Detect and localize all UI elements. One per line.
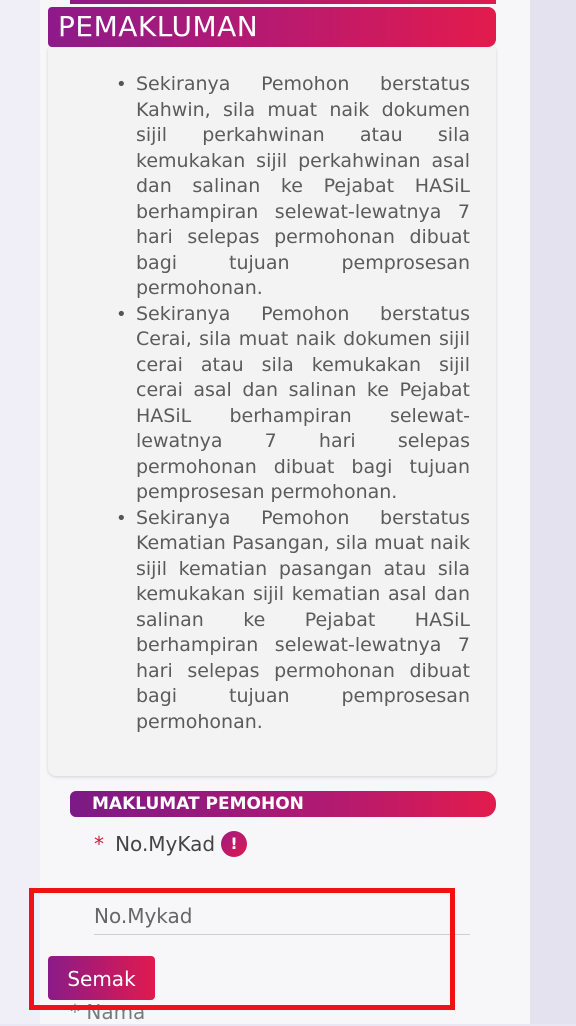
background-right — [530, 0, 576, 1024]
notice-item-divorced — [116, 302, 470, 506]
previous-section-bar — [70, 0, 496, 4]
notice-list — [116, 72, 470, 735]
notice-text: Sekiranya Pemohon berstatus Kahwin, sila muat naik dokumen sijil perkahwinan atau sila kemukakan sijil perkahwinan asal dan salinan ke Pejabat HASiL berhampiran selewat-lewatnya 7 hari selepas permohonan dibuat bagi tujuan pemprosesan permohonan. — [136, 73, 470, 299]
notice-title: PEMAKLUMAN — [48, 7, 496, 47]
applicant-section-title: MAKLUMAT PEMOHON — [70, 791, 496, 817]
required-marker: * — [94, 832, 104, 856]
background-left — [0, 0, 40, 1024]
notice-text: Sekiranya Pemohon berstatus Cerai, sila muat naik dokumen sijil cerai atau sila kemukakan sijil cerai asal dan salinan ke Pejabat HASiL berhampiran selewat-lewatnya 7 hari selepas permohonan dibuat bagi tujuan pemprosesan permohonan. — [136, 302, 470, 503]
notice-item-widowed — [116, 506, 470, 736]
mykad-input[interactable] — [94, 898, 470, 935]
notice-text: Sekiranya Pemohon berstatus Kematian Pasangan, sila muat naik sijil kematian pasangan atau sila kemukakan sijil kematian asal dan salinan ke Pejabat HASiL berhampiran selewat-lewatnya 7 hari selepas permohonan dibuat bagi tujuan pemprosesan permohonan. — [136, 506, 470, 733]
info-icon[interactable]: ! — [221, 831, 247, 857]
bullet-icon: • — [116, 507, 127, 529]
bullet-icon: • — [116, 303, 127, 325]
bullet-icon: • — [116, 74, 127, 95]
notice-item-married — [116, 72, 470, 302]
check-button[interactable]: Semak — [48, 956, 155, 1000]
mykad-label: No.MyKad — [115, 832, 216, 856]
mykad-label-row — [94, 830, 215, 858]
name-label: * Nama — [70, 1000, 146, 1024]
